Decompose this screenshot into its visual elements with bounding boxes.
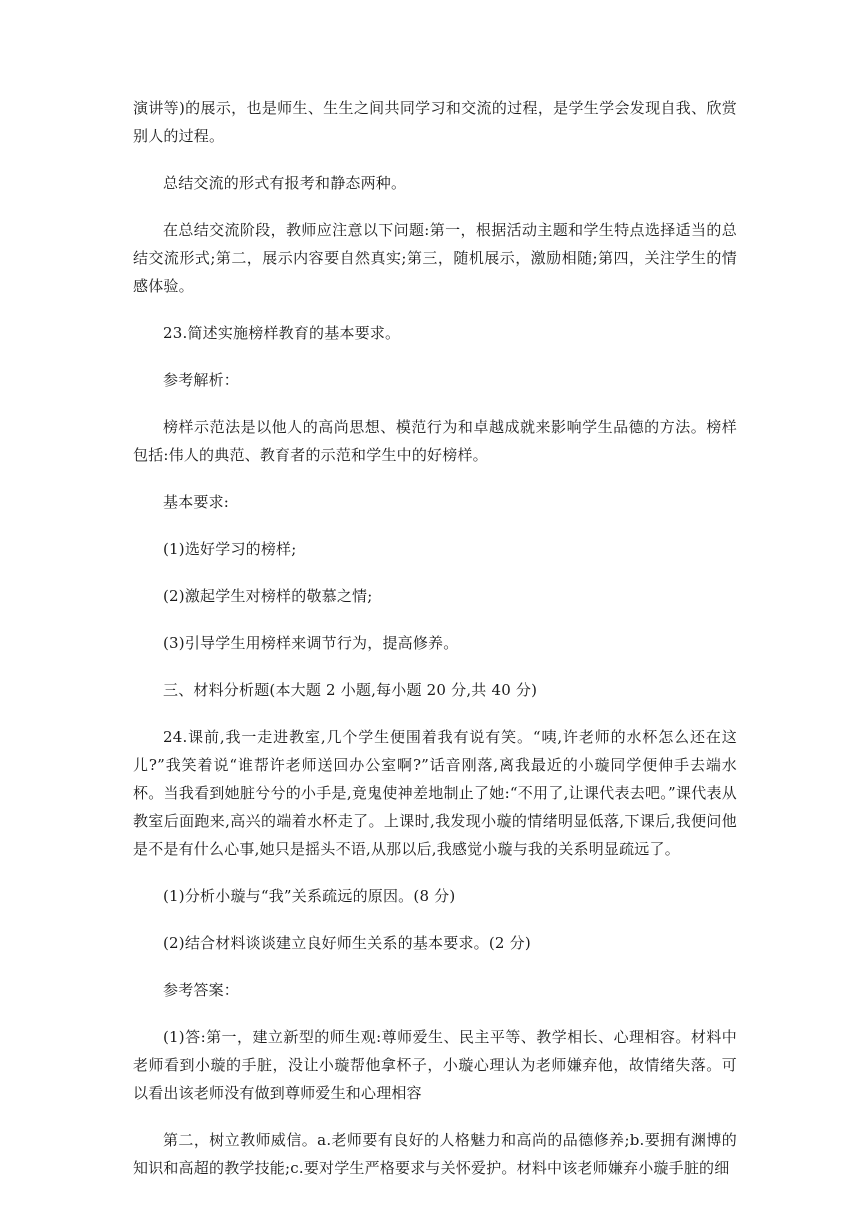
answer-heading-reference: 参考答案： [163, 981, 240, 999]
answer-heading-analysis: 参考解析： [163, 371, 240, 389]
requirement-item-1: (1)选好学习的榜样; [163, 540, 297, 558]
question-24-material: 24.课前,我一走进教室,几个学生便围着我有说有笑。“咦,许老师的水杯怎么还在这儿?”我笑着说“谁帮许老师送回办公室啊?”话音刚落,离我最近的小璇同学便伸手去端水杯。当我看到她脏兮兮的小手是,竟鬼使神差地制止了她:“不用了,让课代表去吧。”课代表从教室后面跑来,高兴的端着水杯走了。上课时,我发现小璇的情绪明显低落,下课后,我便问他是不是有什么心事,她只是摇头不语,从那以后,我感觉小璇与我的关系明显疏远了。 [133, 728, 737, 858]
question-24-sub-1: (1)分析小璇与“我”关系疏远的原因。(8 分) [163, 887, 456, 905]
answer-part-2: 第二，树立教师威信。a.老师要有良好的人格魅力和高尚的品德修养;b.要拥有渊博的知识和高超的教学技能;c.要对学生严格要求与关怀爱护。材料中该老师嫌弃小璇手脏的细 [133, 1131, 737, 1177]
basic-requirements-heading: 基本要求: [163, 493, 230, 511]
document-body [133, 94, 737, 1201]
requirement-item-3: (3)引导学生用榜样来调节行为，提高修养。 [163, 634, 459, 652]
paragraph-summary-issues: 在总结交流阶段，教师应注意以下问题:第一，根据活动主题和学生特点选择适当的总结交流形式;第二，展示内容要自然真实;第三，随机展示，激励相随;第四，关注学生的情感体验。 [133, 221, 737, 295]
paragraph-role-model-definition: 榜样示范法是以他人的高尚思想、模范行为和卓越成就来影响学生品德的方法。榜样包括:伟人的典范、教育者的示范和学生中的好榜样。 [133, 418, 737, 464]
section-3-heading: 三、材料分析题(本大题 2 小题,每小题 20 分,共 40 分) [163, 681, 538, 699]
question-24-sub-2: (2)结合材料谈谈建立良好师生关系的基本要求。(2 分) [163, 934, 531, 952]
requirement-item-2: (2)激起学生对榜样的敬慕之情; [163, 587, 373, 605]
answer-part-1: (1)答:第一，建立新型的师生观:尊师爱生、民主平等、教学相长、心理相容。材料中老师看到小璇的手脏，没让小璇帮他拿杯子，小璇心理认为老师嫌弃他，故情绪失落。可以看出该老师没有做到尊师爱生和心理相容 [133, 1028, 737, 1102]
question-23: 23.简述实施榜样教育的基本要求。 [163, 324, 401, 342]
paragraph-continuation: 演讲等)的展示，也是师生、生生之间共同学习和交流的过程，是学生学会发现自我、欣赏别人的过程。 [133, 99, 737, 145]
paragraph-summary-forms: 总结交流的形式有报考和静态两种。 [163, 174, 407, 192]
